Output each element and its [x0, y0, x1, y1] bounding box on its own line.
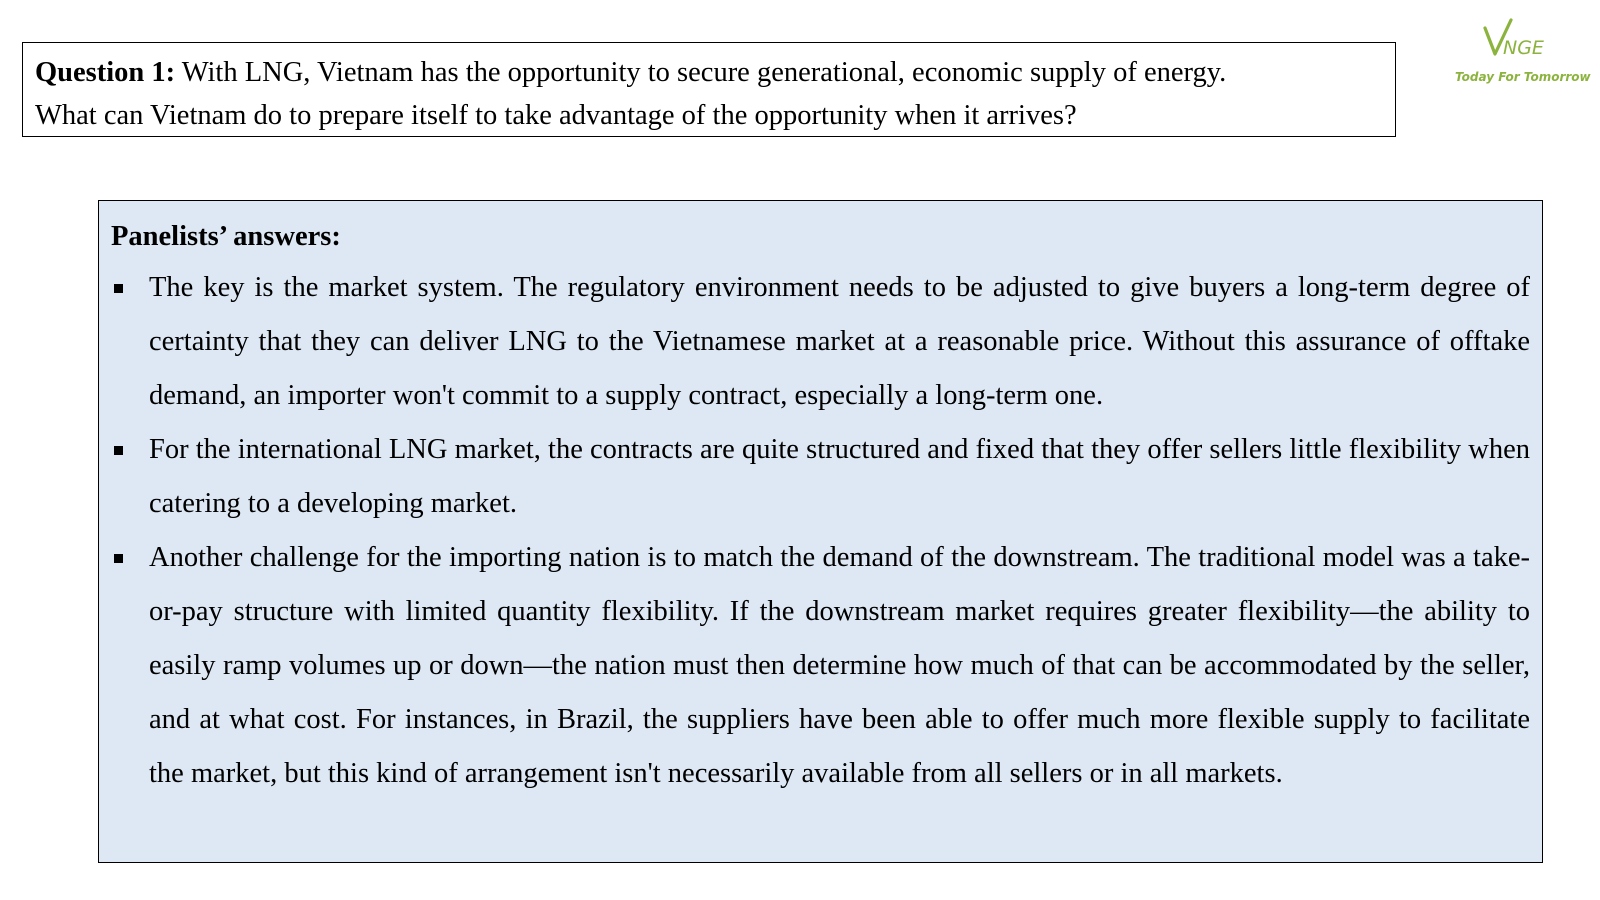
question-line-1	[35, 51, 1383, 94]
question-line-2: What can Vietnam do to prepare itself to take advantage of the opportunity when it arrives?	[35, 100, 1077, 131]
answer-text: Another challenge for the importing nation is to match the demand of the downstream. The traditional model was a take-or-pay structure with limited quantity flexibility. If the downstream market requires greater flexibility—the ability to easily ramp volumes up or down—the nation must then determine how much of that can be accommodated by the seller, and at what cost. For instances, in Brazil, the suppliers have been able to offer much more flexible supply to facilitate the market, but this kind of arrangement isn't necessarily available from all sellers or in all markets.	[149, 542, 1530, 789]
logo-mark-text: NGE	[1503, 37, 1544, 59]
square-bullet-icon	[114, 284, 123, 293]
answers-box	[98, 200, 1543, 863]
vnge-logo	[1455, 18, 1590, 88]
answers-title: Panelists’ answers:	[111, 221, 341, 252]
question-label: Question 1:	[35, 57, 176, 88]
square-bullet-icon	[114, 554, 123, 563]
answer-item	[111, 423, 1530, 531]
answers-list	[111, 261, 1530, 801]
answer-text: The key is the market system. The regulatory environment needs to be adjusted to give buyers a long-term degree of certainty that they can deliver LNG to the Vietnamese market at a reasonable price. Without this assurance of offtake demand, an importer won't commit to a supply contract, especially a long-term one.	[149, 272, 1530, 411]
answer-item	[111, 531, 1530, 801]
logo-tagline: Today For Tomorrow	[1455, 70, 1591, 84]
question-box	[22, 42, 1396, 137]
vnge-logo-mark	[1481, 18, 1551, 60]
answer-text: For the international LNG market, the contracts are quite structured and fixed that they offer sellers little flexibility when catering to a developing market.	[149, 434, 1530, 519]
answer-item	[111, 261, 1530, 423]
square-bullet-icon	[114, 446, 123, 455]
question-text-1: With LNG, Vietnam has the opportunity to secure generational, economic supply of energy.	[175, 57, 1227, 88]
